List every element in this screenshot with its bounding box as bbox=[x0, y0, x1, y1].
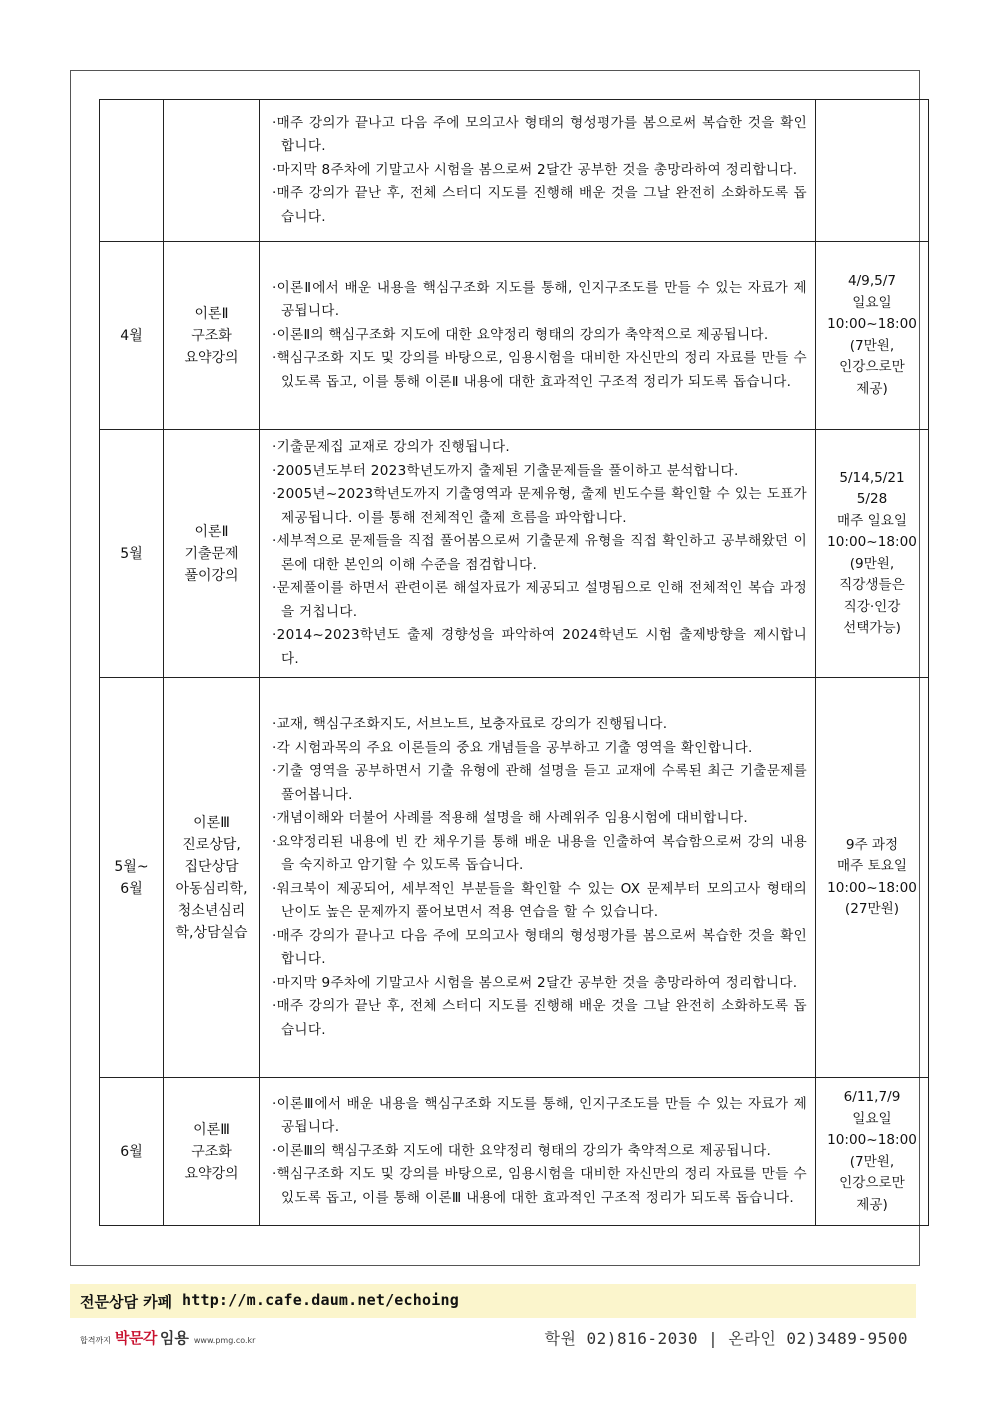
description-bullet bbox=[272, 460, 807, 484]
subject-line: 요약강의 bbox=[184, 1165, 239, 1182]
month-cell bbox=[100, 678, 164, 1078]
bullet-dot: · bbox=[272, 627, 277, 643]
subject-line: 집단상담 bbox=[184, 858, 239, 875]
bullet-text: 각 시험과목의 주요 이론들의 중요 개념들을 공부하고 기출 영역을 확인합니다. bbox=[276, 739, 753, 756]
table-row bbox=[100, 242, 929, 430]
description-bullet bbox=[272, 737, 807, 761]
description-bullet bbox=[272, 530, 807, 577]
schedule-line: (7만원, bbox=[849, 337, 895, 354]
bullet-text: 매주 강의가 끝난 후, 전체 스터디 지도를 진행해 배운 것을 그날 완전히 소화하도록 돕습니다. bbox=[276, 185, 807, 225]
description-bullet bbox=[272, 713, 807, 737]
bullet-dot: · bbox=[272, 810, 277, 826]
bullet-dot: · bbox=[272, 833, 277, 850]
description-cell bbox=[260, 1078, 816, 1226]
bullet-dot: · bbox=[272, 279, 277, 296]
subject-line: 요약강의 bbox=[184, 349, 239, 366]
description-cell bbox=[260, 242, 816, 430]
subject-cell bbox=[164, 430, 260, 678]
subject-cell bbox=[164, 242, 260, 430]
description-bullet bbox=[272, 577, 807, 624]
bullet-dot: · bbox=[272, 439, 277, 455]
bullet-text: 이론Ⅲ의 핵심구조화 지도에 대한 요약정리 형태의 강의가 축약적으로 제공됩니다. bbox=[276, 1142, 772, 1159]
description-bullet bbox=[272, 807, 807, 831]
schedule-line: 직강·인강 bbox=[843, 598, 901, 615]
bullet-dot: · bbox=[272, 739, 277, 756]
bullet-text: 2014~2023학년도 출제 경향성을 파악하여 2024학년도 시험 출제방향을 제시합니다. bbox=[276, 627, 807, 667]
bullet-text: 매주 강의가 끝나고 다음 주에 모의고사 형태의 형성평가를 봄으로써 복습한 것을 확인합니다. bbox=[276, 114, 807, 155]
description-bullet bbox=[272, 324, 807, 348]
bullet-dot: · bbox=[272, 998, 277, 1014]
schedule-line: (27만원) bbox=[844, 901, 900, 917]
subject-line: 아동심리학, bbox=[175, 880, 248, 897]
bullet-text: 요약정리된 내용에 빈 칸 채우기를 통해 배운 내용을 인출하여 복습함으로써 강의 내용을 숙지하고 암기할 수 있도록 돕습니다. bbox=[276, 833, 807, 873]
schedule-line: 10:00~18:00 bbox=[827, 879, 917, 896]
bullet-text: 이론Ⅲ에서 배운 내용을 핵심구조화 지도를 통해, 인지구조도를 만들 수 있는 자료가 제공됩니다. bbox=[276, 1095, 807, 1136]
description-cell bbox=[260, 430, 816, 678]
bullet-text: 이론Ⅱ의 핵심구조화 지도에 대한 요약정리 형태의 강의가 축약적으로 제공됩니다. bbox=[276, 326, 769, 343]
publisher-logo bbox=[80, 1327, 255, 1349]
description-bullet bbox=[272, 483, 807, 530]
description-bullet bbox=[272, 277, 807, 324]
cafe-link[interactable]: http://m.cafe.daum.net/echoing bbox=[182, 1291, 459, 1309]
description-bullet bbox=[272, 112, 807, 159]
subject-line: 이론Ⅲ bbox=[193, 1121, 230, 1138]
schedule-cell bbox=[816, 242, 929, 430]
month-cell bbox=[100, 100, 164, 242]
description-bullet bbox=[272, 760, 807, 807]
subject-line: 풀이강의 bbox=[184, 567, 239, 584]
subject-line: 구조화 bbox=[191, 327, 232, 344]
bullet-dot: · bbox=[272, 580, 277, 596]
description-bullet bbox=[272, 624, 807, 671]
schedule-cell bbox=[816, 100, 929, 242]
logo-website: www.pmg.co.kr bbox=[193, 1336, 256, 1345]
bullet-dot: · bbox=[272, 326, 277, 343]
schedule-line: 매주 토요일 bbox=[837, 858, 907, 874]
subject-line: 청소년심리 bbox=[177, 902, 246, 919]
description-cell bbox=[260, 100, 816, 242]
description-bullet bbox=[272, 436, 807, 460]
bullet-dot: · bbox=[272, 880, 277, 897]
logo-brand-suffix: 임용 bbox=[159, 1329, 189, 1347]
schedule-line: 10:00~18:00 bbox=[827, 1132, 917, 1148]
subject-line: 이론Ⅲ bbox=[193, 814, 230, 831]
description-bullet bbox=[272, 159, 807, 183]
description-bullet bbox=[272, 925, 807, 972]
bullet-dot: · bbox=[272, 350, 277, 367]
description-bullet bbox=[272, 1093, 807, 1140]
schedule-line: 5/28 bbox=[856, 491, 888, 507]
description-bullet bbox=[272, 831, 807, 878]
bullet-dot: · bbox=[272, 1095, 277, 1112]
bullet-dot: · bbox=[272, 161, 277, 178]
description-bullet bbox=[272, 995, 807, 1042]
logo-brand: 박문각 bbox=[114, 1329, 157, 1347]
description-bullet bbox=[272, 1163, 807, 1210]
description-cell bbox=[260, 678, 816, 1078]
bullet-text: 문제풀이를 하면서 관련이론 해설자료가 제공되고 설명됨으로 인해 전체적인 복습 과정을 거칩니다. bbox=[276, 580, 807, 620]
month-text: 5월 bbox=[120, 545, 143, 562]
schedule-line: (7만원, bbox=[849, 1153, 895, 1170]
schedule-line: 제공) bbox=[856, 1196, 888, 1213]
bullet-dot: · bbox=[272, 185, 277, 202]
month-text: 6월 bbox=[120, 880, 143, 897]
footer-bar bbox=[70, 1284, 916, 1318]
contact-info: 학원 02)816-2030 | 온라인 02)3489-9500 bbox=[544, 1329, 908, 1348]
schedule-line: 일요일 bbox=[852, 294, 892, 311]
schedule-line: 9주 과정 bbox=[845, 836, 899, 853]
description-bullet bbox=[272, 1140, 807, 1164]
subject-cell bbox=[164, 1078, 260, 1226]
subject-line: 이론Ⅱ bbox=[194, 305, 229, 322]
month-text: 6월 bbox=[120, 1143, 143, 1160]
schedule-line: 10:00~18:00 bbox=[827, 316, 917, 332]
subject-cell bbox=[164, 678, 260, 1078]
schedule-line: 4/9,5/7 bbox=[847, 273, 897, 289]
bullet-text: 이론Ⅱ에서 배운 내용을 핵심구조화 지도를 통해, 인지구조도를 만들 수 있는 자료가 제공됩니다. bbox=[276, 279, 807, 320]
schedule-line: 제공) bbox=[856, 380, 888, 397]
subject-line: 구조화 bbox=[191, 1143, 232, 1160]
description-bullet bbox=[272, 182, 807, 229]
bullet-dot: · bbox=[272, 974, 277, 991]
schedule-line: (9만원, bbox=[849, 555, 895, 572]
table-row bbox=[100, 1078, 929, 1226]
subject-line: 기출문제 bbox=[184, 545, 239, 562]
table-row bbox=[100, 430, 929, 678]
bullet-text: 기출 영역을 공부하면서 기출 유형에 관해 설명을 듣고 교재에 수록된 최근 기출문제를 풀어봅니다. bbox=[276, 763, 807, 803]
bullet-text: 세부적으로 문제들을 직접 풀어봄으로써 기출문제 유형을 직접 확인하고 공부해왔던 이론에 대한 본인의 이해 수준을 점검합니다. bbox=[276, 533, 807, 573]
table-row bbox=[100, 100, 929, 242]
month-text: 5월~ bbox=[114, 858, 149, 875]
bullet-text: 마지막 9주차에 기말고사 시험을 봄으로써 2달간 공부한 것을 총망라하여 정리합니다. bbox=[276, 974, 798, 991]
schedule-line: 매주 일요일 bbox=[837, 512, 907, 529]
footer-label: 전문상담 카페 bbox=[80, 1293, 173, 1311]
bullet-dot: · bbox=[272, 533, 277, 549]
schedule-cell bbox=[816, 430, 929, 678]
schedule-line: 10:00~18:00 bbox=[827, 534, 917, 550]
bullet-text: 워크북이 제공되어, 세부적인 부분들을 확인할 수 있는 OX 문제부터 모의고사 형태의 난이도 높은 문제까지 풀어보면서 적용 연습을 할 수 있습니다. bbox=[276, 880, 807, 920]
description-bullet bbox=[272, 972, 807, 996]
bullet-text: 2005년도부터 2023학년도까지 출제된 기출문제들을 풀이하고 분석합니다. bbox=[276, 462, 739, 479]
bullet-text: 핵심구조화 지도 및 강의를 바탕으로, 임용시험을 대비한 자신만의 정리 자료를 만들 수 있도록 돕고, 이를 통해 이론Ⅲ 내용에 대한 효과적인 구조적 정리가 되도록 돕습니다. bbox=[276, 1166, 807, 1206]
subject-cell bbox=[164, 100, 260, 242]
schedule-cell bbox=[816, 678, 929, 1078]
bullet-dot: · bbox=[272, 114, 277, 131]
schedule-line: 인강으로만 bbox=[839, 359, 905, 375]
logo-tagline: 합격까지 bbox=[80, 1336, 111, 1345]
bullet-text: 개념이해와 더불어 사례를 적용해 설명을 해 사례위주 임용시험에 대비합니다. bbox=[276, 810, 749, 826]
bullet-text: 매주 강의가 끝나고 다음 주에 모의고사 형태의 형성평가를 봄으로써 복습한 것을 확인합니다. bbox=[276, 927, 807, 967]
schedule-line: 선택가능) bbox=[843, 620, 901, 636]
bullet-dot: · bbox=[272, 716, 277, 732]
bullet-dot: · bbox=[272, 1166, 277, 1183]
schedule-line: 5/14,5/21 bbox=[839, 469, 905, 486]
description-bullet bbox=[272, 347, 807, 394]
schedule-line: 인강으로만 bbox=[839, 1175, 905, 1191]
bullet-dot: · bbox=[272, 763, 277, 779]
month-cell bbox=[100, 242, 164, 430]
bullet-dot: · bbox=[272, 486, 277, 502]
bullet-text: 교재, 핵심구조화지도, 서브노트, 보충자료로 강의가 진행됩니다. bbox=[276, 716, 668, 732]
description-bullet bbox=[272, 878, 807, 925]
subject-line: 진로상담, bbox=[182, 836, 241, 853]
subject-line: 이론Ⅱ bbox=[194, 523, 229, 540]
bullet-text: 2005년~2023학년도까지 기출영역과 문제유형, 출제 빈도수를 확인할 수 있는 도표가 제공됩니다. 이를 통해 전체적인 출제 흐름을 파악합니다. bbox=[276, 486, 807, 526]
month-text: 4월 bbox=[120, 327, 143, 344]
schedule-cell bbox=[816, 1078, 929, 1226]
schedule-line: 6/11,7/9 bbox=[843, 1089, 901, 1105]
bullet-dot: · bbox=[272, 462, 277, 479]
month-cell bbox=[100, 1078, 164, 1226]
schedule-line: 직강생들은 bbox=[839, 577, 905, 593]
bullet-text: 기출문제집 교재로 강의가 진행됩니다. bbox=[276, 439, 511, 455]
bullet-text: 핵심구조화 지도 및 강의를 바탕으로, 임용시험을 대비한 자신만의 정리 자료를 만들 수 있도록 돕고, 이를 통해 이론Ⅱ 내용에 대한 효과적인 구조적 정리가 되도록 돕습니다. bbox=[276, 350, 807, 390]
schedule-table bbox=[99, 99, 929, 1226]
bullet-text: 매주 강의가 끝난 후, 전체 스터디 지도를 진행해 배운 것을 그날 완전히 소화하도록 돕습니다. bbox=[276, 998, 807, 1038]
bullet-dot: · bbox=[272, 1142, 277, 1159]
bullet-dot: · bbox=[272, 927, 277, 944]
bullet-text: 마지막 8주차에 기말고사 시험을 봄으로써 2달간 공부한 것을 총망라하여 정리합니다. bbox=[276, 161, 798, 178]
table-row bbox=[100, 678, 929, 1078]
month-cell bbox=[100, 430, 164, 678]
subject-line: 학,상담실습 bbox=[175, 924, 248, 941]
schedule-line: 일요일 bbox=[852, 1110, 892, 1127]
